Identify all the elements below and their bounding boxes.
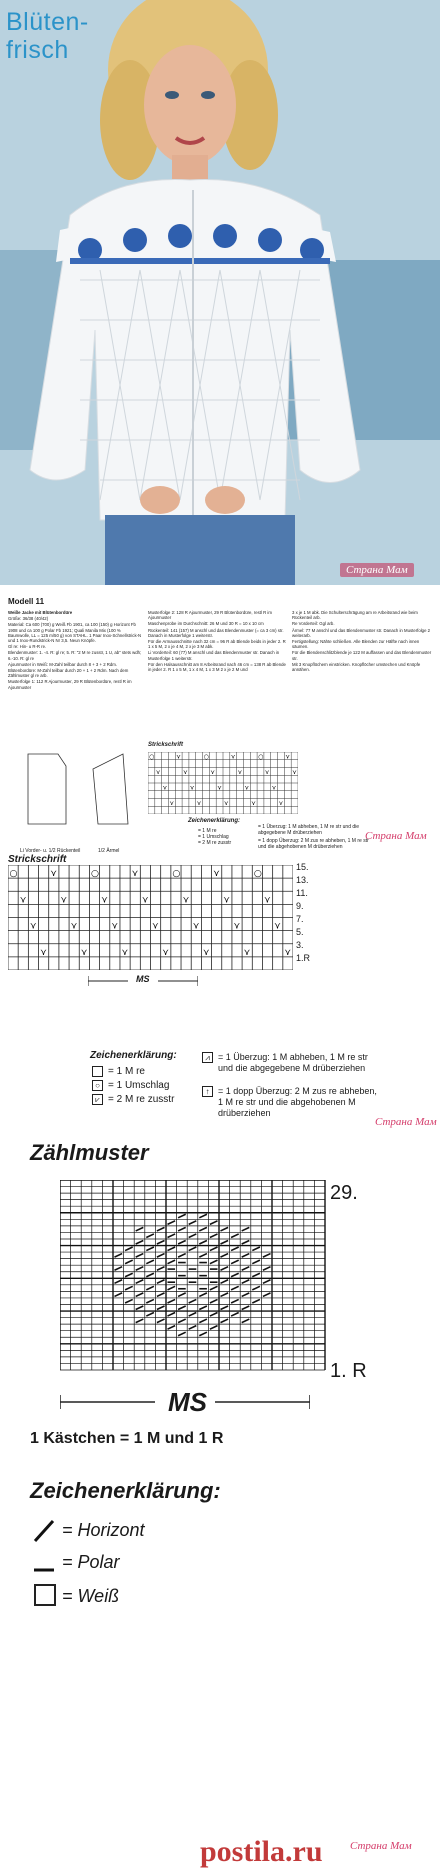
svg-text:⋎: ⋎ bbox=[237, 769, 243, 777]
col1-p1: Weiße Jacke mit Blütenbordüre bbox=[8, 610, 73, 615]
col1-p3: Material: Ca 600 (700) g Weiß Fb 1901, ca 100 (150) g Horizont Fb 1908 und ca 100 g Polar Fb 1921; Quali Manila Mix (100 % Baumwolle, LL = 125 m/50 g) von STAHL. 1 Paar Inox-Schnellstrick-N und 1 Inox-Rundstrick-N Nr 3,5. Neun Knöpfe. bbox=[8, 622, 142, 644]
legend-right-2: = 1 dopp Überzug: 2 M zus re abheben, 1 M re str und die abgehobenen M drüberziehen bbox=[218, 1086, 377, 1118]
big-stitch-chart bbox=[8, 865, 293, 970]
svg-text:⋎: ⋎ bbox=[162, 946, 169, 958]
row-label-9: 9. bbox=[296, 901, 304, 911]
big-ms-label: MS bbox=[136, 974, 150, 984]
legend-item-1: = 1 M re bbox=[108, 1066, 145, 1077]
svg-text:⋎: ⋎ bbox=[196, 800, 202, 808]
legend-item-2: = 1 Umschlag bbox=[108, 1080, 170, 1091]
col3-p6: Mit 3 Knopflöchern einstricken. Knopflöcher umstechen und Knöpfe annähen. bbox=[292, 661, 421, 673]
row-label-15: 15. bbox=[296, 862, 309, 872]
small-legend-3: = 2 M re zusstr bbox=[198, 840, 232, 846]
count-top-label: 29. bbox=[330, 1182, 358, 1204]
svg-text:⋎: ⋎ bbox=[263, 894, 271, 906]
color-legend-horizont: = Horizont bbox=[62, 1520, 145, 1540]
photo-watermark: Страна Мам bbox=[340, 563, 414, 577]
legend-watermark: Страна Мам bbox=[375, 1116, 437, 1128]
double-decrease-symbol-icon: ↑ bbox=[202, 1086, 213, 1097]
col1-p4: Gl re: Hin- u R-R re. bbox=[8, 644, 47, 650]
row-label-1R: 1.R bbox=[296, 953, 311, 963]
svg-text:⋎: ⋎ bbox=[285, 753, 290, 761]
garment-schematic bbox=[8, 744, 143, 844]
svg-text:⋎: ⋎ bbox=[274, 920, 281, 932]
big-legend-title: Zeichenerklärung: bbox=[90, 1050, 177, 1061]
svg-text:⋎: ⋎ bbox=[244, 784, 249, 792]
col1-p7: Blütenbordüre: M-Zahl teilbar durch 20 + 1 + 2 Rdm. Nach dem Zählmuster gl re arb. bbox=[8, 668, 129, 679]
doc-watermark: Страна Мам bbox=[365, 830, 427, 842]
count-scale-note: 1 Kästchen = 1 M und 1 R bbox=[30, 1430, 224, 1447]
svg-text:⋎: ⋎ bbox=[230, 753, 236, 761]
col3-p3: Ärmel: 77 M anschl und das Blendenmuster str. Danach in Musterfolge 2 weiterarb. bbox=[292, 627, 431, 638]
svg-text:○: ○ bbox=[258, 753, 264, 761]
col1-p2: Größe: 36/38 (40/42) bbox=[8, 616, 49, 622]
col3-p2: Re Vorderteil: Ggl arb. bbox=[292, 621, 335, 627]
svg-text:⋎: ⋎ bbox=[182, 894, 190, 906]
svg-text:⋎: ⋎ bbox=[141, 894, 149, 906]
svg-text:⋎: ⋎ bbox=[40, 946, 47, 958]
headline-line-1: Blüten- bbox=[6, 8, 89, 36]
svg-text:⋎: ⋎ bbox=[210, 769, 215, 777]
weiss-symbol-icon bbox=[34, 1584, 56, 1606]
svg-text:⋎: ⋎ bbox=[223, 894, 230, 906]
small-legend-title: Zeichenerklärung: bbox=[188, 818, 241, 824]
svg-text:○: ○ bbox=[253, 868, 262, 880]
headline-line-2: frisch bbox=[6, 36, 69, 64]
color-legend-title: Zeichenerklärung: bbox=[30, 1478, 221, 1503]
col2-p1: Musterfolge 2: 128 R Ajourmuster, 29 R Blütenbordüre, restl R im Ajourmuster bbox=[148, 610, 272, 621]
knit-symbol-icon bbox=[92, 1066, 103, 1077]
svg-text:⋎: ⋎ bbox=[60, 894, 68, 906]
column-1 bbox=[8, 610, 143, 691]
small-stitch-chart bbox=[148, 752, 298, 814]
col2-p2: Maschenprobe im Durchschnitt: 26 M und 30 R = 10 x 10 cm bbox=[148, 621, 264, 627]
svg-text:⋎: ⋎ bbox=[176, 753, 181, 761]
ssk-symbol-icon: ⩘ bbox=[202, 1052, 213, 1063]
col3-p5: Für die Blendenschlitzblende je 122 M auffassen und das Blendenmuster str. bbox=[292, 650, 432, 661]
svg-text:⋎: ⋎ bbox=[29, 920, 37, 932]
schematic-caption-1: Li Vorder- u. 1/2 Rückenteil bbox=[20, 848, 81, 854]
zaehlmuster-title: Zählmuster bbox=[30, 1140, 149, 1165]
small-legend-1: = 1 M re bbox=[198, 828, 217, 834]
model-photo bbox=[0, 0, 440, 585]
k2tog-symbol-icon: ⩗ bbox=[92, 1094, 103, 1105]
svg-text:⋎: ⋎ bbox=[217, 784, 222, 792]
row-label-7: 7. bbox=[296, 914, 304, 924]
svg-text:⋎: ⋎ bbox=[169, 800, 174, 808]
svg-text:⋎: ⋎ bbox=[50, 868, 57, 880]
horizont-symbol-icon bbox=[32, 1518, 56, 1544]
legend-item-3: = 2 M re zusstr bbox=[108, 1094, 175, 1105]
svg-text:⋎: ⋎ bbox=[284, 946, 292, 958]
svg-text:○: ○ bbox=[149, 753, 155, 761]
svg-text:⋎: ⋎ bbox=[278, 800, 284, 808]
svg-text:⋎: ⋎ bbox=[202, 946, 210, 958]
svg-text:⋎: ⋎ bbox=[251, 800, 256, 808]
svg-text:○: ○ bbox=[9, 868, 18, 880]
svg-text:⋎: ⋎ bbox=[233, 920, 241, 932]
svg-text:⋎: ⋎ bbox=[264, 769, 270, 777]
svg-text:⋎: ⋎ bbox=[243, 946, 251, 958]
big-chart-title: Strickschrift bbox=[8, 854, 67, 865]
svg-text:⋎: ⋎ bbox=[121, 946, 129, 958]
count-pattern-grid bbox=[60, 1180, 330, 1375]
col1-p5: Blendenmuster: 1. -4. R: gl re; 5. R: "2 M re zusstr, 1 U, ab" stets wdh; 6.-10. R: gl re bbox=[8, 650, 142, 661]
small-legend-right-1: = 1 Überzug: 1 M abheben, 1 M re str und die abgegebene M drüberziehen bbox=[258, 824, 360, 836]
svg-text:⋎: ⋎ bbox=[101, 894, 108, 906]
col2-p4: Für die Armausschnitte nach 32 cm = 96 R ab Blende beids in jeder 2. R 1 x 5 M, 2 x je 4 M, 2 x je 3 M abk. bbox=[148, 639, 286, 650]
row-label-13: 13. bbox=[296, 875, 309, 885]
svg-text:⋎: ⋎ bbox=[189, 784, 195, 792]
col1-p6: Ajourmuster in Weiß: M-Zahl teilbar durch 8 + 3 + 2 Rdm. bbox=[8, 661, 118, 667]
col2-p5: Li Vorderteil: 60 (77) M anschl und das Blendenmuster str. Danach in Musterfolge 1 weiterstr. bbox=[148, 650, 280, 661]
svg-text:⋎: ⋎ bbox=[80, 946, 88, 958]
small-legend-right-2: = 1 dopp Überzug: 2 M zus re abheben, 1 M re str und die abgehobenen M drüberziehen bbox=[258, 838, 369, 850]
photo-illustration bbox=[0, 0, 440, 585]
yarnover-symbol-icon: ○ bbox=[92, 1080, 103, 1091]
svg-text:⋎: ⋎ bbox=[183, 769, 188, 777]
svg-text:⋎: ⋎ bbox=[111, 920, 119, 932]
row-label-3: 3. bbox=[296, 940, 304, 950]
column-3 bbox=[292, 610, 434, 673]
schematic-caption-2: 1/2 Ärmel bbox=[98, 848, 120, 854]
svg-text:⋎: ⋎ bbox=[213, 868, 220, 880]
row-label-5: 5. bbox=[296, 927, 304, 937]
svg-text:⋎: ⋎ bbox=[131, 868, 139, 880]
postila-logo: postila.ru bbox=[200, 1835, 323, 1868]
svg-text:⋎: ⋎ bbox=[162, 784, 168, 792]
col1-p8: Musterfolge 1: 112 R Ajourmuster, 29 R Blütenbordüre, restl R im Ajourmuster bbox=[8, 679, 132, 690]
svg-text:⋎: ⋎ bbox=[19, 894, 27, 906]
svg-text:⋎: ⋎ bbox=[152, 920, 159, 932]
svg-text:⋎: ⋎ bbox=[292, 769, 297, 777]
svg-text:○: ○ bbox=[90, 868, 99, 880]
svg-text:⋎: ⋎ bbox=[155, 769, 161, 777]
small-chart-title: Strickschrift bbox=[148, 742, 184, 748]
svg-text:○: ○ bbox=[203, 753, 209, 761]
svg-text:○: ○ bbox=[172, 868, 181, 880]
color-legend-weiss: = Weiß bbox=[62, 1586, 120, 1606]
footer-watermark: Страна Мам bbox=[350, 1840, 412, 1852]
polar-symbol-icon bbox=[32, 1550, 56, 1576]
svg-text:⋎: ⋎ bbox=[271, 784, 277, 792]
col2-p3: Rückenteil: 141 (157) M anschl und das Blendenmuster (= ca 3 cm) str. Danach in Musterfolge 1 weiterstr. bbox=[148, 627, 284, 638]
svg-text:⋎: ⋎ bbox=[224, 800, 229, 808]
svg-text:⋎: ⋎ bbox=[70, 920, 78, 932]
small-legend-2: = 1 Umschlag bbox=[198, 834, 229, 840]
col2-p6: Für den Halsausschnitt am 8 Arbeitsrand nach 46 cm = 138 R ab Blende in jeder 2. R 1 x 5 M, 1 x 4 M, 1 x 3 M 2 x je 2 M und bbox=[148, 661, 286, 673]
col3-p4: Fertigstellung: Nähte schließen. Alle Blenden zur Hälfte nach innen säumen. bbox=[292, 639, 420, 650]
column-2 bbox=[148, 610, 288, 673]
model-title: Modell 11 bbox=[8, 597, 45, 606]
col3-p1: 3 x je 1 M abk. Die Schulterschrägung am re Arbeitsrand wie beim Rückenteil arb. bbox=[292, 610, 418, 621]
count-bottom-label: 1. R bbox=[330, 1360, 367, 1382]
legend-right-1: = 1 Überzug: 1 M abheben, 1 M re str und die abgegebene M drüberziehen bbox=[218, 1052, 368, 1073]
row-label-11: 11. bbox=[296, 888, 308, 898]
count-ms-label: MS bbox=[168, 1387, 207, 1417]
color-legend-polar: = Polar bbox=[62, 1552, 120, 1572]
svg-text:⋎: ⋎ bbox=[192, 920, 200, 932]
